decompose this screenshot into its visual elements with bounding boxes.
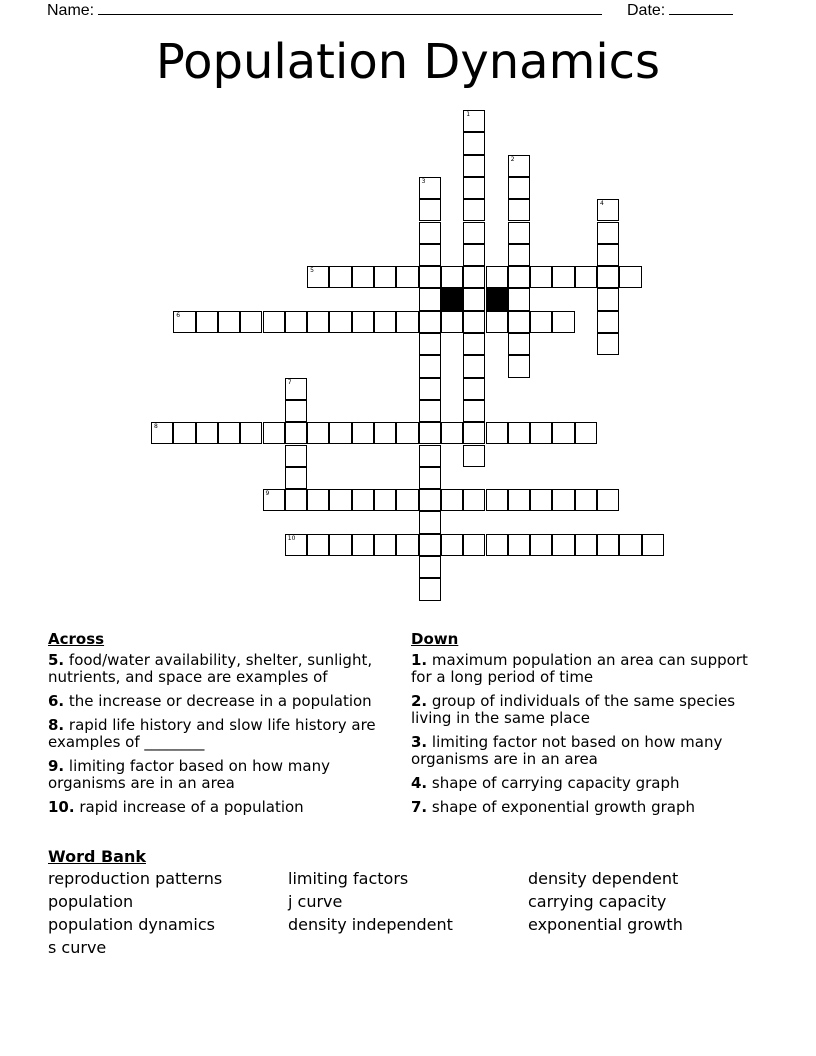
grid-cell[interactable] xyxy=(419,467,441,489)
grid-cell[interactable] xyxy=(508,489,530,511)
clue-text: food/water availability, shelter, sunlight, nutrients, and space are examples of xyxy=(48,651,373,686)
clue-num: 7. xyxy=(411,798,428,816)
grid-cell[interactable] xyxy=(463,355,485,377)
clue-text: limiting factor not based on how many organisms are in an area xyxy=(411,733,723,768)
grid-cell[interactable] xyxy=(597,244,619,266)
grid-cell[interactable] xyxy=(196,311,218,333)
grid-cell[interactable] xyxy=(285,445,307,467)
grid-cell[interactable] xyxy=(597,266,619,288)
grid-cell[interactable] xyxy=(463,177,485,199)
grid-cell[interactable] xyxy=(374,311,396,333)
grid-cell[interactable] xyxy=(419,534,441,556)
grid-cell[interactable] xyxy=(396,534,418,556)
clue-num: 4. xyxy=(411,774,428,792)
across-clue xyxy=(48,652,398,686)
grid-cell[interactable] xyxy=(441,266,463,288)
grid-cell[interactable] xyxy=(463,489,485,511)
grid-cell[interactable] xyxy=(329,266,351,288)
grid-cell[interactable] xyxy=(575,422,597,444)
grid-cell[interactable] xyxy=(419,556,441,578)
grid-cell[interactable] xyxy=(597,489,619,511)
grid-cell[interactable] xyxy=(419,311,441,333)
grid-cell[interactable] xyxy=(463,266,485,288)
grid-cell[interactable] xyxy=(508,333,530,355)
down-clue-list xyxy=(411,652,761,816)
grid-cell[interactable] xyxy=(329,422,351,444)
grid-cell[interactable] xyxy=(552,489,574,511)
clue-num: 1. xyxy=(411,651,428,669)
grid-cell[interactable] xyxy=(597,333,619,355)
clue-num: 10. xyxy=(48,798,75,816)
grid-cell[interactable] xyxy=(508,244,530,266)
date-label: Date: xyxy=(627,2,666,19)
clue-number: 1 xyxy=(466,111,471,118)
grid-cell[interactable] xyxy=(419,378,441,400)
grid-cell[interactable] xyxy=(597,288,619,310)
clue-number: 5 xyxy=(310,267,314,275)
grid-cell[interactable] xyxy=(575,266,597,288)
down-clue xyxy=(411,775,761,792)
grid-cell[interactable] xyxy=(463,333,485,355)
across-clue xyxy=(48,799,398,816)
grid-cell[interactable] xyxy=(441,489,463,511)
grid-cell[interactable] xyxy=(419,222,441,244)
grid-cell[interactable] xyxy=(374,534,396,556)
grid-cell[interactable] xyxy=(463,110,485,132)
clue-num: 3. xyxy=(411,733,428,751)
clue-num: 2. xyxy=(411,692,428,710)
grid-cell[interactable] xyxy=(285,422,307,444)
grid-cell[interactable] xyxy=(329,489,351,511)
grid-cell[interactable] xyxy=(530,266,552,288)
grid-cell[interactable] xyxy=(173,422,195,444)
grid-cell[interactable] xyxy=(263,489,285,511)
across-clue xyxy=(48,758,398,792)
grid-cell[interactable] xyxy=(419,177,441,199)
clue-text: shape of exponential growth graph xyxy=(427,798,695,816)
clue-number: 2 xyxy=(510,155,515,163)
grid-cell[interactable] xyxy=(419,333,441,355)
grid-cell[interactable] xyxy=(307,489,329,511)
grid-cell[interactable] xyxy=(597,534,619,556)
grid-cell[interactable] xyxy=(374,422,396,444)
down-clue xyxy=(411,652,761,686)
word-bank-item: population xyxy=(48,892,134,911)
grid-cell[interactable] xyxy=(463,400,485,422)
word-bank-item: limiting factors xyxy=(288,869,409,888)
clue-num: 6. xyxy=(48,692,65,710)
across-clue-list xyxy=(48,652,398,816)
grid-cell[interactable] xyxy=(374,266,396,288)
word-bank-item: exponential growth xyxy=(528,915,683,934)
clue-num: 8. xyxy=(48,716,65,734)
grid-cell[interactable] xyxy=(419,400,441,422)
down-clue xyxy=(411,734,761,768)
grid-cell[interactable] xyxy=(285,400,307,422)
grid-cell[interactable] xyxy=(508,155,530,177)
grid-cell[interactable] xyxy=(285,489,307,511)
down-clue xyxy=(411,693,761,727)
clue-num: 9. xyxy=(48,757,65,775)
clue-text: group of individuals of the same species living in the same place xyxy=(411,692,736,727)
grid-cell[interactable] xyxy=(285,467,307,489)
word-bank-item: reproduction patterns xyxy=(48,869,223,888)
across-heading: Across xyxy=(48,630,105,648)
grid-cell[interactable] xyxy=(419,266,441,288)
clue-text: maximum population an area can support for a long period of time xyxy=(411,651,748,686)
grid-cell[interactable] xyxy=(552,266,574,288)
grid-cell[interactable] xyxy=(508,177,530,199)
clue-text: rapid increase of a population xyxy=(74,798,304,816)
grid-cell[interactable] xyxy=(463,155,485,177)
grid-cell[interactable] xyxy=(419,422,441,444)
grid-cell[interactable] xyxy=(396,422,418,444)
clue-number: 3 xyxy=(421,177,426,185)
grid-cell[interactable] xyxy=(419,355,441,377)
grid-cell[interactable] xyxy=(463,222,485,244)
grid-cell[interactable] xyxy=(352,311,374,333)
grid-cell[interactable] xyxy=(463,311,485,333)
grid-cell[interactable] xyxy=(329,534,351,556)
grid-cell[interactable] xyxy=(597,222,619,244)
down-clues xyxy=(411,631,761,823)
grid-cell[interactable] xyxy=(486,534,508,556)
black-square xyxy=(486,288,508,310)
down-clue xyxy=(411,799,761,816)
clue-number: 7 xyxy=(287,378,292,386)
grid-cell[interactable] xyxy=(285,311,307,333)
grid-cell[interactable] xyxy=(530,311,552,333)
clue-text: shape of carrying capacity graph xyxy=(427,774,680,792)
grid-cell[interactable] xyxy=(619,534,641,556)
grid-cell[interactable] xyxy=(530,534,552,556)
grid-cell[interactable] xyxy=(218,311,240,333)
grid-cell[interactable] xyxy=(419,489,441,511)
grid-cell[interactable] xyxy=(441,422,463,444)
grid-cell[interactable] xyxy=(352,422,374,444)
word-bank xyxy=(48,847,768,957)
grid-cell[interactable] xyxy=(508,288,530,310)
grid-cell[interactable] xyxy=(352,266,374,288)
clue-num: 5. xyxy=(48,651,65,669)
grid-cell[interactable] xyxy=(352,489,374,511)
grid-cell[interactable] xyxy=(463,132,485,154)
grid-cell[interactable] xyxy=(173,311,195,333)
word-bank-heading: Word Bank xyxy=(48,847,147,866)
grid-cell[interactable] xyxy=(463,378,485,400)
grid-cell[interactable] xyxy=(263,311,285,333)
grid-cell[interactable] xyxy=(508,355,530,377)
grid-cell[interactable] xyxy=(597,311,619,333)
grid-cell[interactable] xyxy=(419,199,441,221)
word-bank-item: density independent xyxy=(288,915,453,934)
grid-cell[interactable] xyxy=(352,534,374,556)
grid-cell[interactable] xyxy=(441,311,463,333)
grid-cell[interactable] xyxy=(240,311,262,333)
grid-cell[interactable] xyxy=(307,266,329,288)
grid-cell[interactable] xyxy=(307,311,329,333)
grid-cell[interactable] xyxy=(463,288,485,310)
across-clues xyxy=(48,631,398,823)
grid-cell[interactable] xyxy=(552,311,574,333)
grid-cell[interactable] xyxy=(463,199,485,221)
grid-cell[interactable] xyxy=(508,534,530,556)
grid-cell[interactable] xyxy=(329,311,351,333)
grid-cell[interactable] xyxy=(463,445,485,467)
word-bank-item: density dependent xyxy=(528,869,679,888)
grid-cell[interactable] xyxy=(486,422,508,444)
grid-cell[interactable] xyxy=(530,422,552,444)
word-bank-list xyxy=(48,870,768,957)
grid-cell[interactable] xyxy=(575,489,597,511)
grid-cell[interactable] xyxy=(396,266,418,288)
grid-cell[interactable] xyxy=(552,422,574,444)
grid-cell[interactable] xyxy=(419,511,441,533)
clue-number: 4 xyxy=(600,200,604,208)
clue-text: the increase or decrease in a population xyxy=(64,692,372,710)
grid-cell[interactable] xyxy=(419,244,441,266)
grid-cell[interactable] xyxy=(619,266,641,288)
name-label: Name: xyxy=(47,2,95,19)
grid-cell[interactable] xyxy=(419,288,441,310)
grid-cell[interactable] xyxy=(196,422,218,444)
clue-number: 9 xyxy=(265,490,270,498)
grid-cell[interactable] xyxy=(508,311,530,333)
grid-cell[interactable] xyxy=(597,199,619,221)
grid-cell[interactable] xyxy=(508,199,530,221)
grid-cell[interactable] xyxy=(419,445,441,467)
grid-cell[interactable] xyxy=(463,422,485,444)
word-bank-item: carrying capacity xyxy=(528,892,667,911)
grid-cell[interactable] xyxy=(463,534,485,556)
grid-cell[interactable] xyxy=(552,534,574,556)
grid-cell[interactable] xyxy=(396,489,418,511)
down-heading: Down xyxy=(411,630,459,648)
grid-cell[interactable] xyxy=(307,422,329,444)
grid-cell[interactable] xyxy=(642,534,664,556)
black-square xyxy=(441,288,463,310)
grid-cell[interactable] xyxy=(263,422,285,444)
clue-text: limiting factor based on how many organisms are in an area xyxy=(48,757,330,792)
grid-cell[interactable] xyxy=(285,534,307,556)
grid-cell[interactable] xyxy=(151,422,173,444)
grid-cell[interactable] xyxy=(486,489,508,511)
grid-cell[interactable] xyxy=(486,311,508,333)
grid-cell[interactable] xyxy=(441,534,463,556)
word-bank-item: j curve xyxy=(288,892,343,911)
clue-number: 8 xyxy=(154,423,158,431)
grid-cell[interactable] xyxy=(508,222,530,244)
word-bank-item: s curve xyxy=(48,938,107,957)
grid-cell[interactable] xyxy=(419,578,441,600)
grid-cell[interactable] xyxy=(374,489,396,511)
clue-number: 10 xyxy=(287,534,296,542)
word-bank-item: population dynamics xyxy=(48,915,215,934)
grid-cell[interactable] xyxy=(508,266,530,288)
across-clue xyxy=(48,717,398,751)
grid-cell[interactable] xyxy=(285,378,307,400)
grid-cell[interactable] xyxy=(486,266,508,288)
grid-cell[interactable] xyxy=(530,489,552,511)
clue-number: 6 xyxy=(176,311,181,319)
grid-cell[interactable] xyxy=(396,311,418,333)
grid-cell[interactable] xyxy=(307,534,329,556)
clue-text: rapid life history and slow life history are examples of ________ xyxy=(48,716,376,751)
grid-cell[interactable] xyxy=(463,244,485,266)
grid-cell[interactable] xyxy=(218,422,240,444)
grid-cell[interactable] xyxy=(240,422,262,444)
across-clue xyxy=(48,693,398,710)
grid-cell[interactable] xyxy=(508,422,530,444)
page-title: Population Dynamics xyxy=(155,34,661,90)
grid-cell[interactable] xyxy=(575,534,597,556)
